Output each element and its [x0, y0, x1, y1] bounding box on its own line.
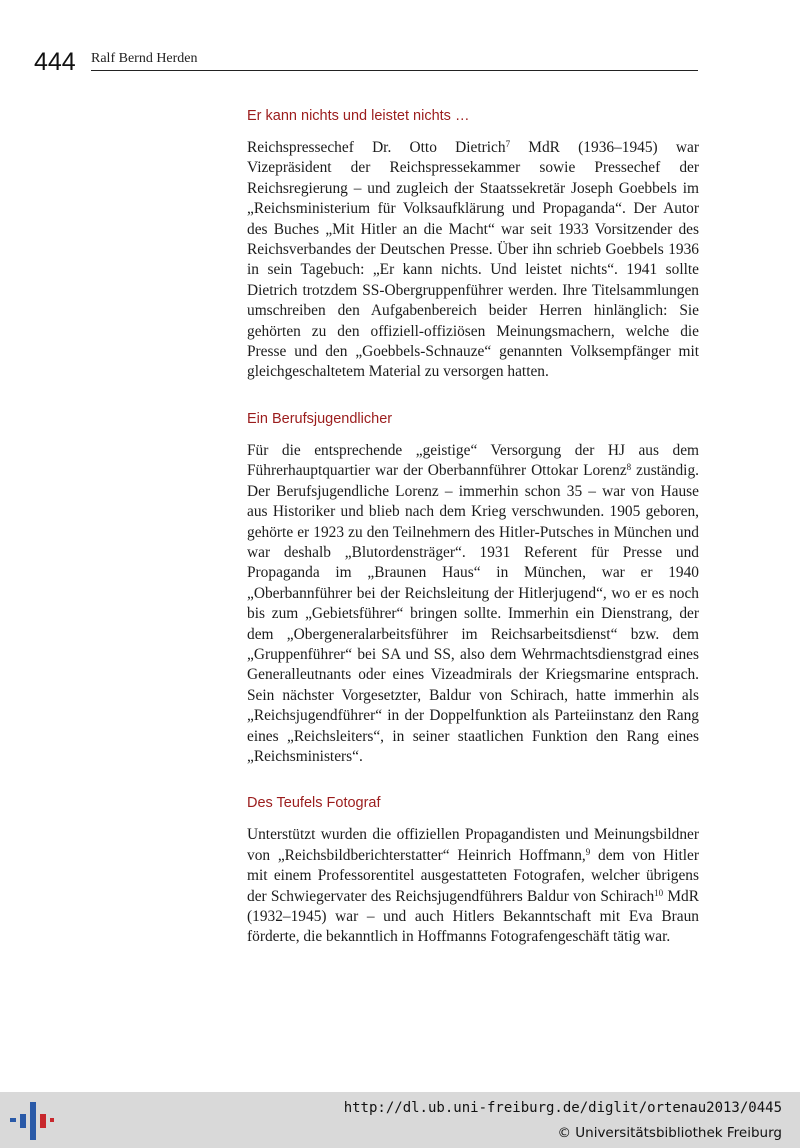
- main-content: [247, 106, 699, 974]
- section-3: [247, 793, 699, 947]
- footer-copyright: © Universitätsbibliothek Freiburg: [557, 1125, 782, 1141]
- section-heading: Er kann nichts und leistet nichts …: [247, 108, 470, 124]
- paragraph-text: Unterstützt wurden die offiziellen Propagandisten und Meinungsbildner von „Reichsbildberichterstatter“ Heinrich Hoffmann,: [247, 826, 699, 864]
- header-rule: [91, 70, 698, 71]
- ub-freiburg-logo-icon: [10, 1100, 54, 1142]
- body-paragraph: [247, 138, 699, 383]
- section-heading: Des Teufels Fotograf: [247, 795, 381, 812]
- paragraph-text: dem von Hitler mit einem Professorentitel ausgestatteten Fotografen, welcher übrigens der Schwiegervater des Reichsjugendführers Baldur von Schirach: [247, 846, 699, 905]
- paragraph-text: MdR (1936–1945) war Vizepräsident der Reichspressekammer sowie Pressechef der Reichsregierung – und zugleich der Staatssekretär Joseph Goebbels im „Reichsministerium für Volksaufklärung und Propaganda“. Der Autor des Buches „Mit Hitler an die Macht“ war seit 1933 Vorsitzender des Reichsverbandes der Deutschen Presse. Über ihn schrieb Goebbels 1936 in sein Tagebuch: „Er kann nichts. Und leistet nichts“. 1941 sollte Dietrich trotzdem SS-Obergruppenführer werden. Ihre Titelsammlungen umschreiben den Aufgabenbereich beider Herren hinlänglich: Sie gehörten zu den offiziell-offiziösen Meinungsmachern, welche die Presse und den „Goebbels-Schnauze“ genannten Volksempfänger mit gleichgeschaltetem Material zu versorgen hatten.: [247, 139, 699, 381]
- paragraph-text: zuständig. Der Berufsjugendliche Lorenz – immerhin schon 35 – war von Hause aus Historiker und blieb nach dem Krieg verschwunden. 1905 geboren, gehörte er 1923 zu den Teilnehmern des Hitler-Putsches in München und war deshalb „Blutordensträger“. 1931 Referent für Presse und Propaganda im „Braunen Haus“ in München, war er 1940 „Oberbannführer bei der Reichsleitung der Hitlerjugend“, wo er es noch bis zum „Gebietsführer“ bringen sollte. Immerhin ein Dienstrang, der dem „Obergeneralarbeitsführer im Reichsarbeitsdienst“ bzw. dem „Gruppenführer“ bei SA und SS, also dem Wehrmachtsdienstgrad eines Generalleutnants oder eines Vizeadmirals der Kriegsmarine entsprach. Sein nächster Vorgesetzter, Baldur von Schirach, hatte immerhin als „Reichsjugendführer“ in der Doppelfunktion als Parteiinstanz den Rang eines „Reichsleiters“, in seiner staatlichen Funktion den Rang eines „Reichsministers“.: [247, 462, 700, 765]
- running-head: Ralf Bernd Herden: [91, 51, 198, 66]
- footnote-marker: 10: [654, 887, 664, 898]
- section-heading: Ein Berufsjugendlicher: [247, 410, 393, 427]
- page-number: 444: [34, 48, 76, 76]
- section-1: [247, 106, 699, 383]
- footnote-marker: 9: [585, 846, 591, 857]
- body-paragraph: [247, 825, 699, 947]
- section-2: [247, 409, 699, 768]
- footer-bar: [0, 1092, 800, 1148]
- footnote-marker: 7: [505, 139, 511, 149]
- footer-url-link[interactable]: http://dl.ub.uni-freiburg.de/diglit/ortenau2013/0445: [343, 1100, 782, 1116]
- paragraph-text: Für die entsprechende „geistige“ Versorgung der HJ aus dem Führerhauptquartier war der Oberbannführer Ottokar Lorenz: [247, 441, 699, 480]
- body-paragraph: [247, 441, 699, 768]
- paragraph-text: Reichspressechef Dr. Otto Dietrich: [247, 139, 506, 156]
- footnote-marker: 8: [626, 462, 632, 473]
- paragraph-text: MdR (1932–1945) war – und auch Hitlers Bekanntschaft mit Eva Braun förderte, die bekanntlich in Hoffmanns Fotografengeschäft tätig war.: [247, 887, 699, 946]
- page-header: [34, 46, 698, 76]
